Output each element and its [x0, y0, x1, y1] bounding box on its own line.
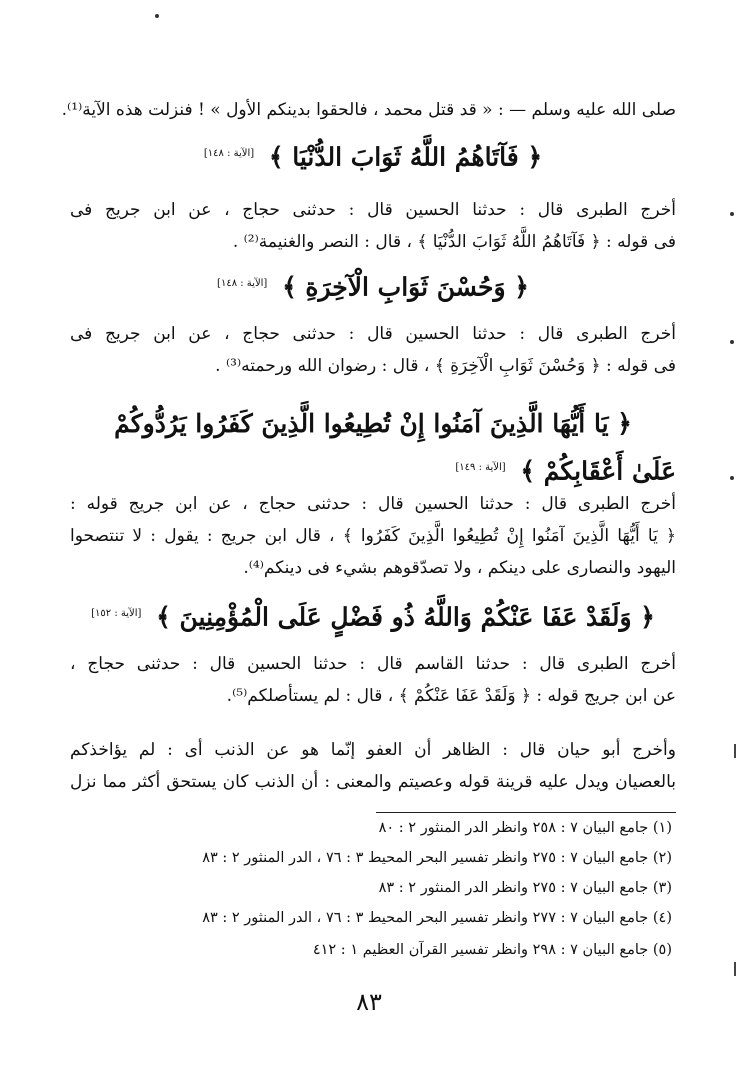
paragraph-4-line-2: ﴿ يَا أَيُّهَا الَّذِينَ آمَنُوا إِنْ تُطِيعُوا الَّذِينَ كَفَرُوا ﴾ ، قال ابن جريج : يقول : لا تنتصحوا	[70, 526, 676, 546]
footnote-2: (٢) جامع البيان ٧ : ٢٧٥ وانظر تفسير البحر المحيط ٣ : ٧٦ ، الدر المنثور ٢ : ٨٣	[202, 850, 672, 866]
scan-mark	[734, 744, 736, 758]
page-number: ٨٣	[356, 988, 382, 1016]
verse-text: ﴿ وَحُسْنَ ثَوَابِ الْآخِرَةِ ﴾	[282, 272, 529, 302]
verse-reference: [الآية : ١٤٨]	[217, 278, 268, 289]
footnote-4: (٤) جامع البيان ٧ : ٢٧٧ وانظر تفسير البحر المحيط ٣ : ٧٦ ، الدر المنثور ٢ : ٨٣	[202, 910, 672, 926]
quran-verse-1	[70, 136, 676, 175]
quran-verse-4	[70, 596, 676, 635]
text-line-1: صلى الله عليه وسلم — : « قد قتل محمد ، فالحقوا بدينكم الأول » ! فنزلت هذه الآية⁽¹⁾.	[61, 100, 676, 120]
scan-speck	[155, 14, 159, 18]
paragraph-6-line-1: وأخرج أبو حيان قال : الظاهر أن العفو إنّما هو عن الذنب أى : لم يؤاخذكم	[70, 740, 676, 760]
paragraph-2-line-1: أخرج الطبرى قال : حدثنا الحسين قال : حدثنى حجاج ، عن ابن جريج فى	[70, 200, 676, 220]
footnote-divider	[376, 812, 676, 813]
verse-text: عَلَىٰ أَعْقَابِكُمْ ﴾	[520, 456, 676, 486]
quran-verse-2	[70, 266, 676, 305]
paragraph-5-line-1: أخرج الطبرى قال : حدثنا القاسم قال : حدثنا الحسين قال : حدثنى حجاج ،	[70, 654, 676, 674]
verse-reference: [الآية : ١٤٨]	[203, 148, 255, 159]
paragraph-2-line-2: فى قوله : ﴿ فَآتَاهُمُ اللَّهُ ثَوَابَ الدُّنْيَا ﴾ ، قال : النصر والغنيمة⁽²⁾ .	[232, 232, 676, 252]
verse-text: ﴿ وَلَقَدْ عَفَا عَنْكُمْ وَاللَّهُ ذُو فَضْلٍ عَلَى الْمُؤْمِنِينَ ﴾	[156, 602, 655, 632]
paragraph-3-line-2: فى قوله : ﴿ وَحُسْنَ ثَوَابِ الْآخِرَةِ ﴾ ، قال : رضوان الله ورحمته⁽³⁾ .	[215, 356, 676, 376]
quran-verse-3-line-1: ﴿ يَا أَيُّهَا الَّذِينَ آمَنُوا إِنْ تُطِيعُوا الَّذِينَ كَفَرُوا يَرُدُّوكُمْ	[114, 409, 632, 438]
footnote-5: (٥) جامع البيان ٧ : ٢٩٨ وانظر تفسير القرآن العظيم ١ : ٤١٢	[312, 942, 672, 958]
paragraph-4-line-1: أخرج الطبرى قال : حدثنا الحسين قال : حدثنى حجاج ، عن ابن جريج قوله :	[70, 494, 676, 514]
paragraph-5-line-2: عن ابن جريج قوله : ﴿ وَلَقَدْ عَفَا عَنْكُمْ ﴾ ، قال : لم يستأصلكم⁽⁵⁾.	[226, 686, 676, 706]
verse-text: ﴿ فَآتَاهُمُ اللَّهُ ثَوَابَ الدُّنْيَا ﴾	[268, 142, 543, 172]
quran-verse-3-line-2	[70, 450, 676, 489]
scan-speck	[730, 340, 734, 344]
scan-speck	[730, 476, 734, 480]
verse-reference: [الآية : ١٥٢]	[91, 608, 142, 619]
scan-mark	[734, 962, 736, 976]
verse-reference: [الآية : ١٤٩]	[455, 462, 506, 473]
scan-speck	[730, 212, 734, 216]
footnote-1: (١) جامع البيان ٧ : ٢٥٨ وانظر الدر المنثور ٢ : ٨٠	[378, 820, 672, 836]
paragraph-3-line-1: أخرج الطبرى قال : حدثنا الحسين قال : حدثنى حجاج ، عن ابن جريج فى	[70, 324, 676, 344]
footnote-3: (٣) جامع البيان ٧ : ٢٧٥ وانظر الدر المنثور ٢ : ٨٣	[378, 880, 672, 896]
paragraph-6-line-2: بالعصيان ويدل عليه قرينة قوله وعصيتم والمعنى : أن الذنب كان يستحق أكثر مما نزل	[70, 772, 676, 792]
paragraph-4-line-3: اليهود والنصارى على دينكم ، ولا تصدّقوهم بشيء فى دينكم⁽⁴⁾.	[243, 558, 676, 578]
